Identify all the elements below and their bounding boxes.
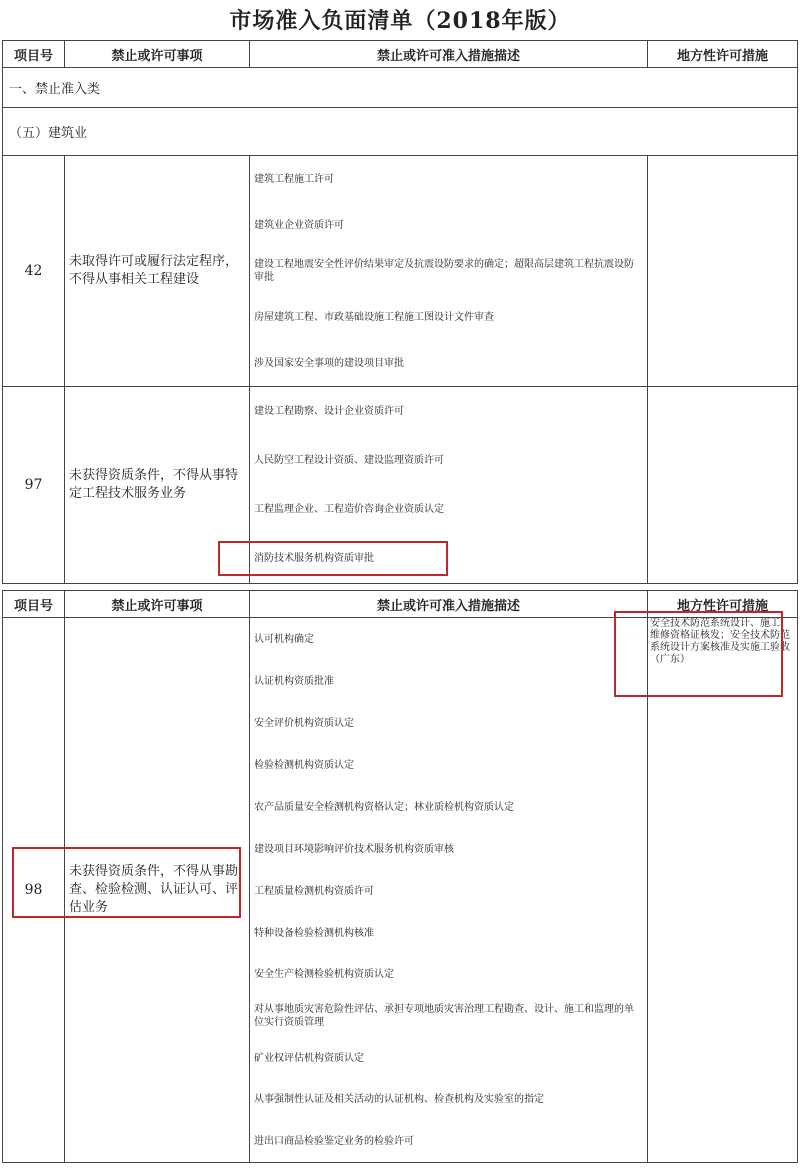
measure-description: 建设工程地震安全性评价结果审定及抗震设防要求的确定；超限高层建筑工程抗震设防审批 <box>254 259 634 283</box>
measure-description: 建筑业企业资质许可 <box>254 219 344 231</box>
header-item-number: 项目号 <box>3 591 65 618</box>
item-number: 42 <box>3 156 65 387</box>
category-row <box>3 68 798 108</box>
measure-description: 安全生产检测检验机构资质认定 <box>254 968 394 980</box>
measure-description: 农产品质量安全检测机构资格认定；林业质检机构资质认定 <box>254 801 514 813</box>
negative-list-table-2 <box>2 590 798 1163</box>
measure-description: 工程质量检测机构资质许可 <box>254 885 374 897</box>
measure-description: 认可机构确定 <box>254 633 314 645</box>
header-measure-description: 禁止或许可准入措施描述 <box>250 41 648 68</box>
header-prohibited-item: 禁止或许可事项 <box>65 41 250 68</box>
measure-description: 涉及国家安全事项的建设项目审批 <box>254 357 404 369</box>
table-header-row <box>3 591 798 618</box>
prohibited-item: 未取得许可或履行法定程序，不得从事相关工程建设 <box>65 156 250 387</box>
measure-description: 建筑工程施工许可 <box>254 173 334 185</box>
category-label: 一、禁止准入类 <box>3 68 798 108</box>
table-row <box>3 387 798 584</box>
item-number: 98 <box>3 618 65 1163</box>
measure-description-cell <box>250 156 648 387</box>
measure-description-cell <box>250 618 648 1163</box>
measure-description: 人民防空工程设计资质、建设监理资质许可 <box>254 455 444 466</box>
measure-description: 进出口商品检验鉴定业务的检验许可 <box>254 1135 414 1147</box>
measure-description: 安全评价机构资质认定 <box>254 717 354 729</box>
prohibited-item: 未获得资质条件，不得从事特定工程技术服务业务 <box>65 387 250 584</box>
industry-label: （五）建筑业 <box>3 108 798 156</box>
prohibited-item: 未获得资质条件，不得从事勘查、检验检测、认证认可、评估业务 <box>65 618 250 1163</box>
measure-description: 检验检测机构资质认定 <box>254 759 354 771</box>
industry-row <box>3 108 798 156</box>
measure-description: 建设项目环境影响评价技术服务机构资质审核 <box>254 843 454 855</box>
measure-description: 对从事地质灾害危险性评估、承担专项地质灾害治理工程勘查、设计、施工和监理的单位实行资质管理 <box>254 1004 634 1028</box>
measure-description: 消防技术服务机构资质审批 <box>254 553 374 564</box>
header-prohibited-item: 禁止或许可事项 <box>65 591 250 618</box>
measure-description: 认证机构资质批准 <box>254 675 334 687</box>
local-measure <box>648 156 798 387</box>
header-local-measure: 地方性许可措施 <box>648 41 798 68</box>
header-item-number: 项目号 <box>3 41 65 68</box>
table-row <box>3 618 798 1163</box>
table-header-row <box>3 41 798 68</box>
local-measure <box>648 387 798 584</box>
measure-description: 特种设备检验检测机构核准 <box>254 927 374 939</box>
measure-description-cell <box>250 387 648 584</box>
negative-list-table-1 <box>2 40 798 584</box>
table-row <box>3 156 798 387</box>
page-title: 市场准入负面清单（2018年版） <box>229 8 571 34</box>
measure-description: 房屋建筑工程、市政基础设施工程施工图设计文件审查 <box>254 311 494 323</box>
measure-description: 建设工程勘察、设计企业资质许可 <box>254 406 404 417</box>
measure-description: 矿业权评估机构资质认定 <box>254 1052 364 1064</box>
measure-description: 从事强制性认证及相关活动的认证机构、检查机构及实验室的指定 <box>254 1093 544 1105</box>
measure-description: 工程监理企业、工程造价咨询企业资质认定 <box>254 504 444 515</box>
header-local-measure: 地方性许可措施 <box>648 591 798 618</box>
local-measure: 安全技术防范系统设计、施工、维修资格证核发；安全技术防范系统设计方案核准及实施工验收（广东） <box>648 618 798 1163</box>
header-measure-description: 禁止或许可准入措施描述 <box>250 591 648 618</box>
item-number: 97 <box>3 387 65 584</box>
